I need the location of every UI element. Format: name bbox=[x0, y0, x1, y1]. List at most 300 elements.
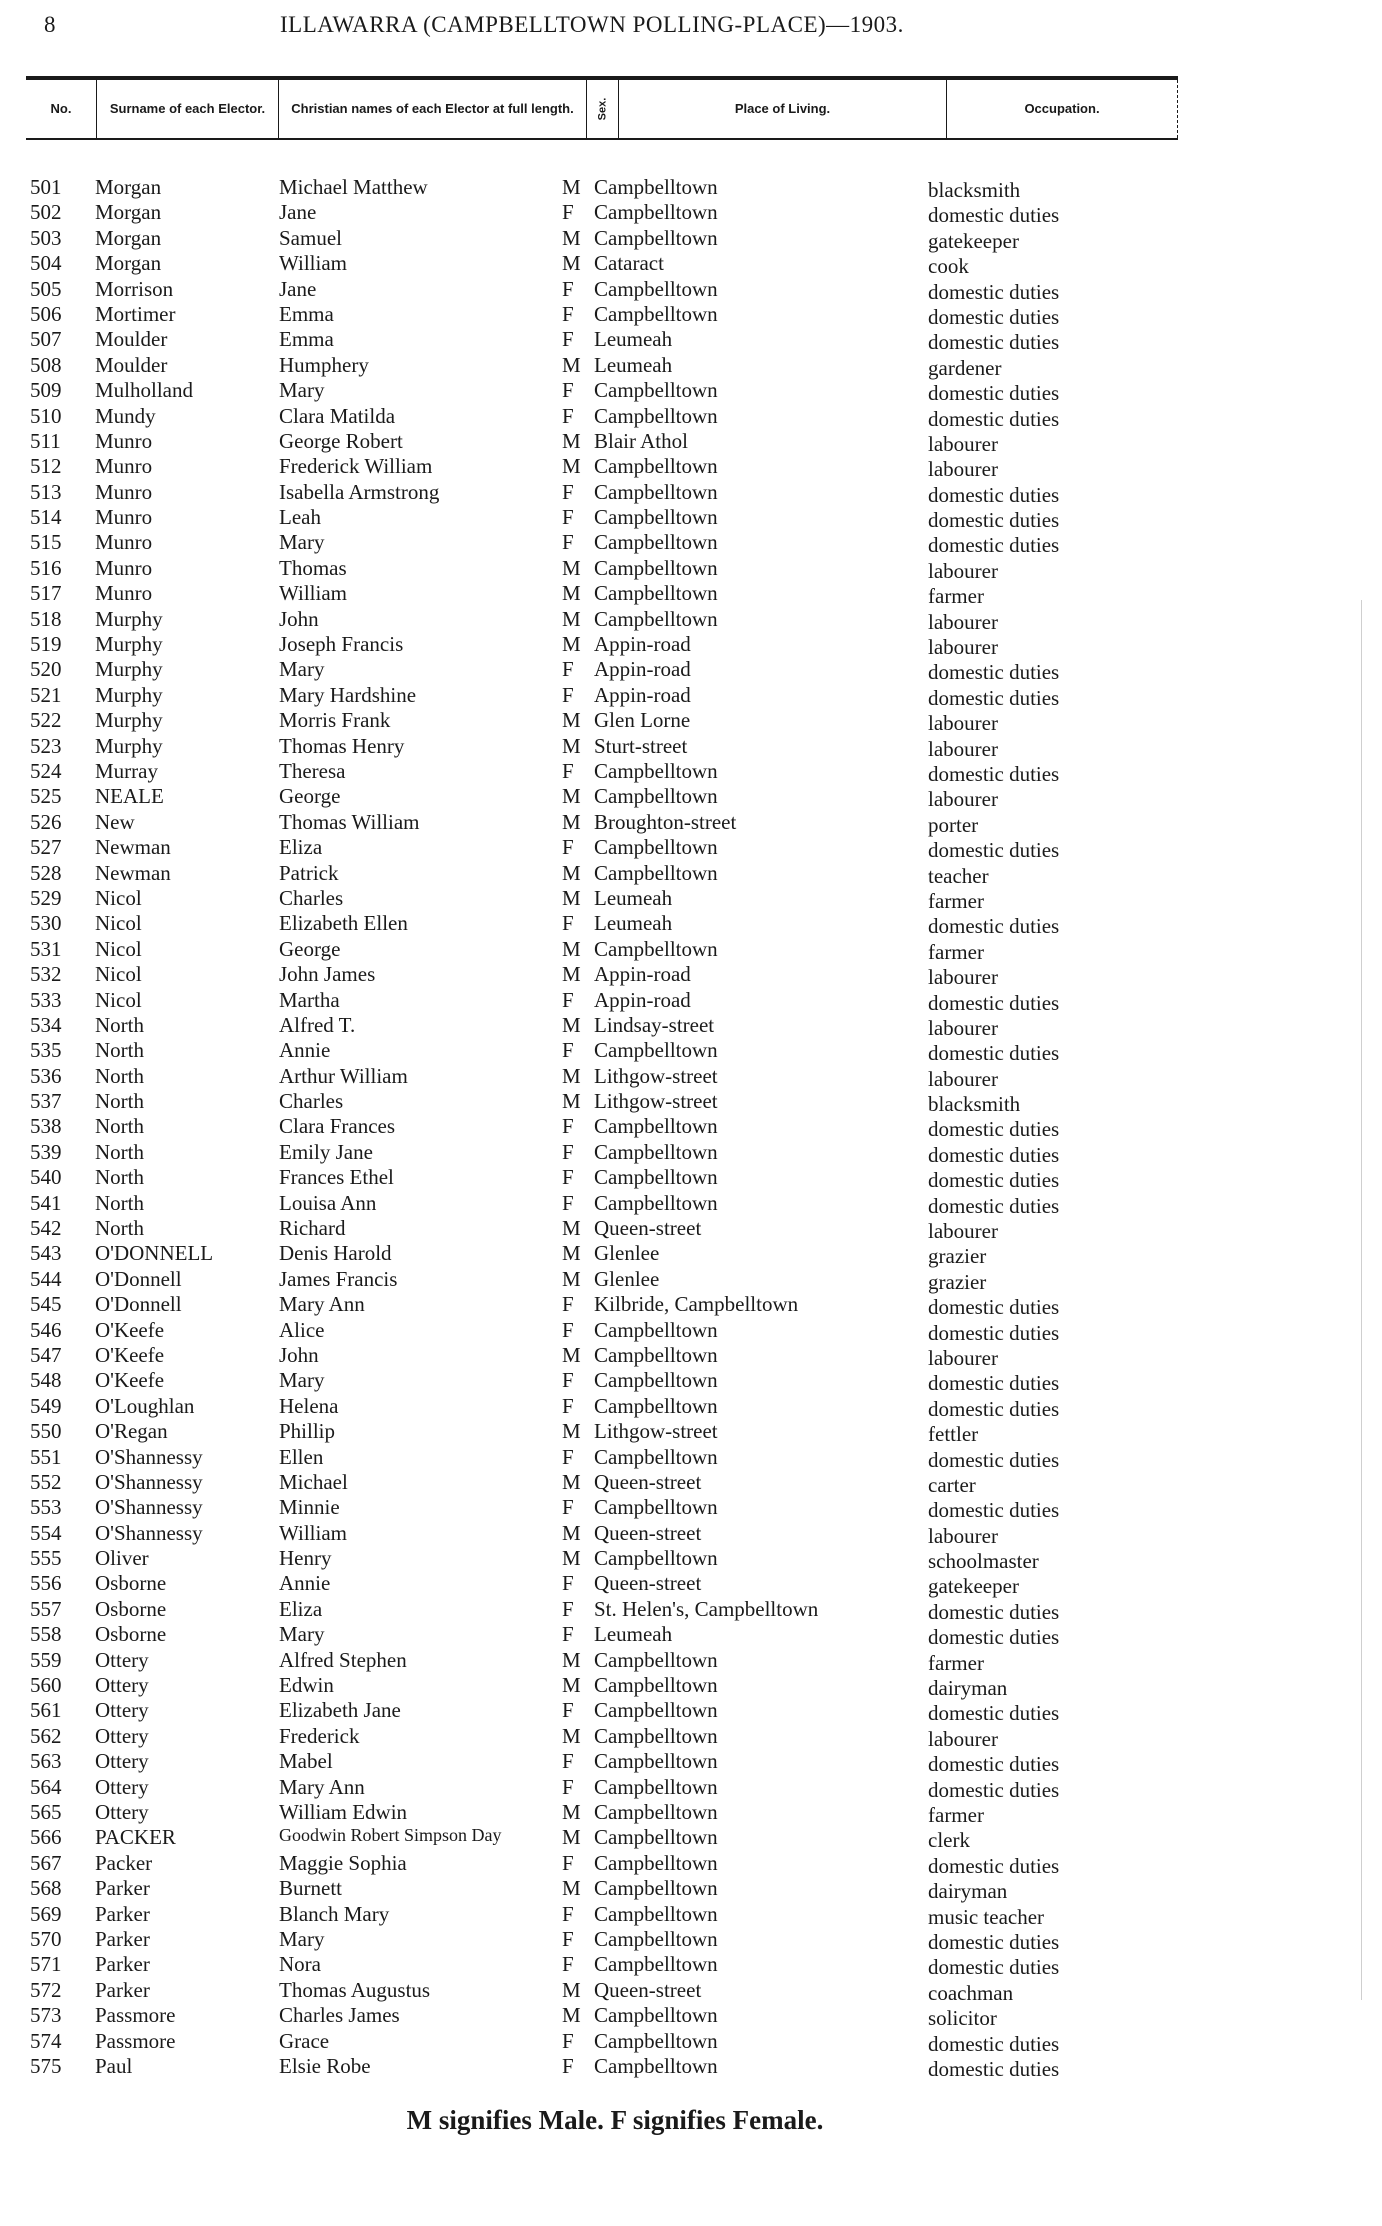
elector-number: 529 bbox=[30, 885, 62, 910]
elector-christian-names: Nora bbox=[279, 1952, 321, 1977]
elector-christian-names: Mary bbox=[279, 657, 325, 682]
elector-number: 555 bbox=[30, 1546, 62, 1571]
page-edge-line bbox=[1361, 600, 1362, 2000]
elector-surname: Oliver bbox=[95, 1546, 149, 1571]
elector-surname: Morrison bbox=[95, 276, 174, 301]
table-row bbox=[0, 1318, 1382, 1343]
elector-christian-names: Jane bbox=[279, 200, 317, 225]
table-row bbox=[0, 962, 1382, 990]
table-row bbox=[0, 1394, 1382, 1419]
elector-occupation: domestic duties bbox=[928, 1853, 1060, 1878]
elector-sex: M bbox=[562, 1089, 581, 1114]
elector-place: Campbelltown bbox=[594, 301, 718, 326]
elector-number: 541 bbox=[30, 1190, 62, 1215]
elector-sex: M bbox=[562, 1723, 581, 1748]
elector-place: Appin-road bbox=[594, 987, 691, 1012]
elector-christian-names: Emma bbox=[279, 301, 334, 326]
elector-christian-names: Louisa Ann bbox=[279, 1190, 377, 1215]
elector-sex: M bbox=[562, 1647, 581, 1672]
elector-sex: F bbox=[562, 1292, 574, 1317]
elector-occupation: domestic duties bbox=[928, 304, 1060, 329]
elector-place: Campbelltown bbox=[594, 1926, 718, 1951]
elector-occupation: domestic duties bbox=[928, 508, 1060, 533]
elector-place: Campbelltown bbox=[594, 1774, 718, 1799]
elector-surname: O'Shannessy bbox=[95, 1495, 203, 1520]
sex-legend: M signifies Male. F signifies Female. bbox=[406, 2105, 824, 2135]
elector-surname: North bbox=[95, 1165, 144, 1190]
elector-occupation: gatekeeper bbox=[928, 228, 1019, 253]
elector-number: 504 bbox=[30, 251, 62, 276]
elector-sex: M bbox=[562, 708, 581, 733]
elector-sex: M bbox=[562, 885, 581, 910]
column-header-occupation: Occupation. bbox=[946, 80, 1178, 138]
elector-surname: Murphy bbox=[95, 632, 163, 657]
table-row bbox=[0, 657, 1382, 685]
elector-surname: Ottery bbox=[95, 1723, 149, 1748]
table-row bbox=[0, 1978, 1382, 2003]
table-row bbox=[0, 988, 1382, 1013]
elector-surname: Mortimer bbox=[95, 301, 176, 326]
elector-number: 546 bbox=[30, 1317, 62, 1342]
elector-place: Campbelltown bbox=[594, 1850, 718, 1875]
elector-sex: F bbox=[562, 1749, 574, 1774]
table-row bbox=[0, 302, 1382, 327]
table-row bbox=[0, 251, 1382, 279]
table-row bbox=[0, 1445, 1382, 1470]
elector-sex: F bbox=[562, 1850, 574, 1875]
table-row bbox=[0, 1241, 1382, 1269]
elector-surname: O'Keefe bbox=[95, 1342, 165, 1367]
elector-place: Campbelltown bbox=[594, 276, 718, 301]
elector-occupation: labourer bbox=[928, 457, 998, 482]
elector-occupation: solicitor bbox=[928, 2006, 997, 2031]
elector-number: 553 bbox=[30, 1495, 62, 1520]
elector-surname: Nicol bbox=[95, 936, 142, 961]
table-row bbox=[0, 378, 1382, 406]
elector-sex: F bbox=[562, 1571, 574, 1596]
elector-christian-names: Thomas William bbox=[279, 809, 420, 834]
elector-sex: F bbox=[562, 2028, 574, 2053]
elector-christian-names: John bbox=[279, 1342, 319, 1367]
table-row bbox=[0, 200, 1382, 228]
elector-occupation: labourer bbox=[928, 1015, 998, 1040]
elector-occupation: domestic duties bbox=[928, 1117, 1060, 1142]
elector-sex: M bbox=[562, 1800, 581, 1824]
elector-occupation: domestic duties bbox=[928, 1955, 1060, 1980]
elector-christian-names: James Francis bbox=[279, 1266, 398, 1291]
elector-number: 510 bbox=[30, 403, 62, 428]
table-row bbox=[0, 1825, 1382, 1853]
elector-number: 534 bbox=[30, 1012, 62, 1037]
elector-occupation: domestic duties bbox=[928, 1320, 1060, 1345]
table-row bbox=[0, 2003, 1382, 2031]
elector-sex: M bbox=[562, 1546, 581, 1571]
elector-sex: F bbox=[562, 1368, 574, 1393]
elector-sex: F bbox=[562, 1774, 574, 1799]
elector-sex: F bbox=[562, 1495, 574, 1520]
elector-christian-names: Blanch Mary bbox=[279, 1901, 390, 1926]
elector-occupation: domestic duties bbox=[928, 2031, 1060, 2056]
elector-christian-names: Charles James bbox=[279, 2003, 400, 2028]
elector-surname: Nicol bbox=[95, 911, 142, 936]
elector-surname: Ottery bbox=[95, 1749, 149, 1774]
elector-surname: Mulholland bbox=[95, 378, 193, 403]
elector-occupation: gatekeeper bbox=[928, 1574, 1019, 1599]
table-row bbox=[0, 226, 1382, 251]
table-row bbox=[0, 1013, 1382, 1038]
elector-number: 559 bbox=[30, 1647, 62, 1672]
elector-surname: Ottery bbox=[95, 1698, 149, 1723]
elector-sex: M bbox=[562, 733, 581, 758]
elector-sex: M bbox=[562, 1266, 581, 1291]
elector-number: 558 bbox=[30, 1622, 62, 1647]
elector-sex: F bbox=[562, 378, 574, 403]
elector-sex: F bbox=[562, 1139, 574, 1164]
elector-number: 556 bbox=[30, 1571, 62, 1596]
elector-sex: F bbox=[562, 1393, 574, 1418]
elector-occupation: labourer bbox=[928, 609, 998, 634]
elector-christian-names: Helena bbox=[279, 1393, 339, 1418]
elector-christian-names: Thomas bbox=[279, 555, 347, 580]
elector-place: Campbelltown bbox=[594, 1673, 718, 1698]
elector-number: 528 bbox=[30, 860, 62, 885]
elector-sex: M bbox=[562, 352, 581, 377]
elector-christian-names: Richard bbox=[279, 1216, 346, 1241]
elector-number: 554 bbox=[30, 1520, 62, 1545]
elector-place: Campbelltown bbox=[594, 606, 718, 631]
elector-christian-names: Thomas Henry bbox=[279, 733, 405, 758]
elector-christian-names: Arthur William bbox=[279, 1063, 408, 1088]
elector-number: 520 bbox=[30, 657, 62, 682]
elector-surname: O'Regan bbox=[95, 1419, 168, 1444]
elector-number: 501 bbox=[30, 175, 62, 199]
table-row bbox=[0, 277, 1382, 302]
table-row bbox=[0, 734, 1382, 759]
elector-occupation: farmer bbox=[928, 939, 984, 964]
elector-sex: M bbox=[562, 581, 581, 606]
elector-number: 522 bbox=[30, 708, 62, 733]
elector-place: Campbelltown bbox=[594, 835, 718, 860]
elector-occupation: domestic duties bbox=[928, 1701, 1060, 1726]
elector-surname: Osborne bbox=[95, 1571, 167, 1596]
elector-surname: Newman bbox=[95, 860, 171, 885]
table-row bbox=[0, 1292, 1382, 1320]
table-row bbox=[0, 1775, 1382, 1800]
elector-surname: Mundy bbox=[95, 403, 156, 428]
elector-number: 568 bbox=[30, 1876, 62, 1901]
elector-number: 542 bbox=[30, 1216, 62, 1241]
elector-surname: O'Shannessy bbox=[95, 1444, 203, 1469]
elector-number: 547 bbox=[30, 1342, 62, 1367]
elector-occupation: labourer bbox=[928, 1066, 998, 1091]
elector-surname: Murphy bbox=[95, 682, 163, 707]
elector-christian-names: Frederick bbox=[279, 1723, 360, 1748]
table-row bbox=[0, 1165, 1382, 1193]
elector-number: 535 bbox=[30, 1038, 62, 1063]
elector-place: Campbelltown bbox=[594, 1800, 718, 1824]
elector-christian-names: Elizabeth Ellen bbox=[279, 911, 408, 936]
elector-christian-names: Ellen bbox=[279, 1444, 324, 1469]
elector-sex: M bbox=[562, 936, 581, 961]
table-row bbox=[0, 607, 1382, 632]
table-row bbox=[0, 861, 1382, 886]
elector-number: 574 bbox=[30, 2028, 62, 2053]
elector-place: Queen-street bbox=[594, 1571, 702, 1596]
table-row bbox=[0, 1952, 1382, 1980]
elector-place: Queen-street bbox=[594, 1216, 702, 1241]
elector-occupation: domestic duties bbox=[928, 1777, 1060, 1802]
elector-surname: Moulder bbox=[95, 352, 168, 377]
elector-christian-names: Michael bbox=[279, 1469, 348, 1494]
table-row bbox=[0, 1216, 1382, 1244]
elector-occupation: domestic duties bbox=[928, 1371, 1060, 1396]
elector-number: 566 bbox=[30, 1825, 62, 1850]
elector-occupation: domestic duties bbox=[928, 1929, 1060, 1954]
elector-place: Blair Athol bbox=[594, 428, 688, 453]
elector-christian-names: Mary bbox=[279, 378, 325, 403]
elector-christian-names: Eliza bbox=[279, 1596, 323, 1621]
elector-sex: M bbox=[562, 632, 581, 657]
elector-surname: Newman bbox=[95, 835, 171, 860]
table-row bbox=[0, 810, 1382, 835]
elector-surname: Passmore bbox=[95, 2003, 176, 2028]
elector-number: 513 bbox=[30, 479, 62, 504]
table-row bbox=[0, 1419, 1382, 1447]
elector-surname: O'DONNELL bbox=[95, 1241, 214, 1266]
elector-christian-names: Phillip bbox=[279, 1419, 336, 1444]
elector-number: 549 bbox=[30, 1393, 62, 1418]
elector-occupation: labourer bbox=[928, 965, 998, 990]
elector-christian-names: Frederick William bbox=[279, 454, 433, 479]
elector-list bbox=[0, 175, 1382, 2079]
column-header-place: Place of Living. bbox=[618, 80, 946, 138]
elector-christian-names: Minnie bbox=[279, 1495, 340, 1520]
table-row bbox=[0, 1038, 1382, 1066]
elector-place: Cataract bbox=[594, 251, 664, 276]
column-header-sex-label: Sex. bbox=[596, 97, 609, 121]
elector-surname: North bbox=[95, 1139, 144, 1164]
elector-sex: M bbox=[562, 225, 581, 250]
elector-sex: F bbox=[562, 327, 574, 352]
elector-place: Campbelltown bbox=[594, 1952, 718, 1977]
elector-christian-names: Charles bbox=[279, 1089, 344, 1114]
elector-occupation: labourer bbox=[928, 787, 998, 812]
elector-sex: M bbox=[562, 251, 581, 276]
elector-number: 544 bbox=[30, 1266, 62, 1291]
elector-sex: F bbox=[562, 1622, 574, 1647]
table-row bbox=[0, 556, 1382, 581]
elector-number: 511 bbox=[30, 428, 61, 453]
elector-sex: M bbox=[562, 555, 581, 580]
table-row bbox=[0, 1876, 1382, 1904]
table-row bbox=[0, 708, 1382, 736]
elector-christian-names: Edwin bbox=[279, 1673, 334, 1698]
elector-christian-names: William bbox=[279, 581, 347, 606]
elector-occupation: dairyman bbox=[928, 1676, 1008, 1701]
elector-sex: M bbox=[562, 962, 581, 987]
elector-number: 523 bbox=[30, 733, 62, 758]
elector-sex: F bbox=[562, 479, 574, 504]
elector-place: Campbelltown bbox=[594, 581, 718, 606]
elector-occupation: labourer bbox=[928, 736, 998, 761]
elector-place: Queen-street bbox=[594, 1469, 702, 1494]
elector-place: Campbelltown bbox=[594, 784, 718, 809]
elector-number: 565 bbox=[30, 1800, 62, 1824]
elector-surname: North bbox=[95, 1216, 144, 1241]
elector-occupation: domestic duties bbox=[928, 1625, 1060, 1650]
elector-occupation: domestic duties bbox=[928, 685, 1060, 710]
elector-surname: Osborne bbox=[95, 1622, 167, 1647]
elector-surname: Passmore bbox=[95, 2028, 176, 2053]
table-row bbox=[0, 2029, 1382, 2054]
elector-occupation: labourer bbox=[928, 558, 998, 583]
elector-christian-names: Martha bbox=[279, 987, 340, 1012]
elector-occupation: domestic duties bbox=[928, 1142, 1060, 1167]
elector-occupation: domestic duties bbox=[928, 660, 1060, 685]
elector-christian-names: Charles bbox=[279, 885, 344, 910]
elector-sex: F bbox=[562, 835, 574, 860]
elector-surname: Nicol bbox=[95, 885, 142, 910]
elector-sex: M bbox=[562, 784, 581, 809]
header-bottom-rule bbox=[26, 138, 1178, 140]
elector-place: Campbelltown bbox=[594, 454, 718, 479]
elector-occupation: labourer bbox=[928, 1523, 998, 1548]
table-row bbox=[0, 530, 1382, 558]
elector-occupation: farmer bbox=[928, 888, 984, 913]
elector-surname: Munro bbox=[95, 530, 153, 555]
elector-number: 538 bbox=[30, 1114, 62, 1139]
elector-place: Campbelltown bbox=[594, 1114, 718, 1139]
elector-occupation: labourer bbox=[928, 1726, 998, 1751]
elector-surname: North bbox=[95, 1038, 144, 1063]
elector-occupation: domestic duties bbox=[928, 1168, 1060, 1193]
elector-place: Campbelltown bbox=[594, 1825, 718, 1850]
elector-occupation: domestic duties bbox=[928, 1752, 1060, 1777]
elector-surname: North bbox=[95, 1190, 144, 1215]
elector-occupation: domestic duties bbox=[928, 533, 1060, 558]
elector-occupation: domestic duties bbox=[928, 330, 1060, 355]
elector-surname: PACKER bbox=[95, 1825, 176, 1850]
elector-place: Campbelltown bbox=[594, 1317, 718, 1342]
table-row bbox=[0, 1622, 1382, 1650]
elector-place: Glenlee bbox=[594, 1241, 660, 1266]
elector-surname: Murray bbox=[95, 758, 158, 783]
elector-place: Campbelltown bbox=[594, 860, 718, 885]
elector-occupation: domestic duties bbox=[928, 1193, 1060, 1218]
elector-number: 532 bbox=[30, 962, 62, 987]
elector-sex: F bbox=[562, 1698, 574, 1723]
elector-sex: M bbox=[562, 1216, 581, 1241]
elector-sex: F bbox=[562, 987, 574, 1012]
elector-number: 548 bbox=[30, 1368, 62, 1393]
elector-sex: F bbox=[562, 657, 574, 682]
elector-surname: Munro bbox=[95, 505, 153, 530]
elector-number: 550 bbox=[30, 1419, 62, 1444]
elector-surname: Parker bbox=[95, 1977, 150, 2002]
table-row bbox=[0, 480, 1382, 505]
elector-surname: Parker bbox=[95, 1876, 150, 1901]
elector-christian-names: Mary bbox=[279, 1622, 325, 1647]
elector-occupation: gardener bbox=[928, 355, 1002, 380]
table-row bbox=[0, 1571, 1382, 1599]
elector-place: Campbelltown bbox=[594, 1647, 718, 1672]
elector-christian-names: Clara Matilda bbox=[279, 403, 396, 428]
elector-number: 539 bbox=[30, 1139, 62, 1164]
elector-christian-names: Emma bbox=[279, 327, 334, 352]
table-row bbox=[0, 784, 1382, 812]
elector-occupation: labourer bbox=[928, 431, 998, 456]
elector-christian-names: John bbox=[279, 606, 319, 631]
elector-surname: O'Loughlan bbox=[95, 1393, 195, 1418]
elector-occupation: labourer bbox=[928, 635, 998, 660]
elector-sex: F bbox=[562, 682, 574, 707]
elector-christian-names: Michael Matthew bbox=[279, 175, 428, 199]
elector-number: 551 bbox=[30, 1444, 62, 1469]
elector-number: 537 bbox=[30, 1089, 62, 1114]
elector-place: Campbelltown bbox=[594, 175, 718, 199]
elector-sex: F bbox=[562, 200, 574, 225]
elector-christian-names: Mabel bbox=[279, 1749, 333, 1774]
table-row bbox=[0, 1521, 1382, 1546]
elector-place: Sturt-street bbox=[594, 733, 688, 758]
table-row bbox=[0, 683, 1382, 708]
elector-number: 570 bbox=[30, 1926, 62, 1951]
table-row bbox=[0, 1495, 1382, 1523]
elector-occupation: domestic duties bbox=[928, 1599, 1060, 1624]
elector-place: Appin-road bbox=[594, 657, 691, 682]
table-row bbox=[0, 327, 1382, 355]
elector-place: Campbelltown bbox=[594, 1444, 718, 1469]
elector-number: 503 bbox=[30, 225, 62, 250]
elector-place: Campbelltown bbox=[594, 1876, 718, 1901]
table-row bbox=[0, 1800, 1382, 1825]
elector-christian-names: Mary bbox=[279, 530, 325, 555]
elector-number: 508 bbox=[30, 352, 62, 377]
elector-surname: Morgan bbox=[95, 175, 162, 199]
table-row bbox=[0, 1140, 1382, 1165]
table-row bbox=[0, 1064, 1382, 1089]
elector-occupation: dairyman bbox=[928, 1879, 1008, 1904]
table-row bbox=[0, 1851, 1382, 1876]
elector-sex: M bbox=[562, 1673, 581, 1698]
elector-christian-names: Thomas Augustus bbox=[279, 1977, 431, 2002]
elector-place: Campbelltown bbox=[594, 555, 718, 580]
elector-occupation: labourer bbox=[928, 711, 998, 736]
elector-occupation: domestic duties bbox=[928, 838, 1060, 863]
elector-place: Leumeah bbox=[594, 352, 673, 377]
elector-occupation: domestic duties bbox=[928, 1295, 1060, 1320]
elector-number: 525 bbox=[30, 784, 62, 809]
elector-number: 506 bbox=[30, 301, 62, 326]
elector-occupation: farmer bbox=[928, 1650, 984, 1675]
elector-place: Glenlee bbox=[594, 1266, 660, 1291]
elector-surname: O'Keefe bbox=[95, 1317, 165, 1342]
elector-christian-names: Elsie Robe bbox=[279, 2053, 371, 2078]
table-row bbox=[0, 759, 1382, 784]
elector-place: St. Helen's, Campbelltown bbox=[594, 1596, 819, 1621]
elector-occupation: domestic duties bbox=[928, 1447, 1060, 1472]
elector-number: 507 bbox=[30, 327, 62, 352]
elector-sex: M bbox=[562, 428, 581, 453]
elector-surname: Murphy bbox=[95, 733, 163, 758]
column-header-christian-names: Christian names of each Elector at full length. bbox=[278, 80, 586, 138]
elector-christian-names: Denis Harold bbox=[279, 1241, 392, 1266]
elector-surname: Ottery bbox=[95, 1647, 149, 1672]
elector-number: 572 bbox=[30, 1977, 62, 2002]
elector-sex: F bbox=[562, 1165, 574, 1190]
elector-sex: M bbox=[562, 1825, 581, 1850]
elector-place: Campbelltown bbox=[594, 1038, 718, 1063]
